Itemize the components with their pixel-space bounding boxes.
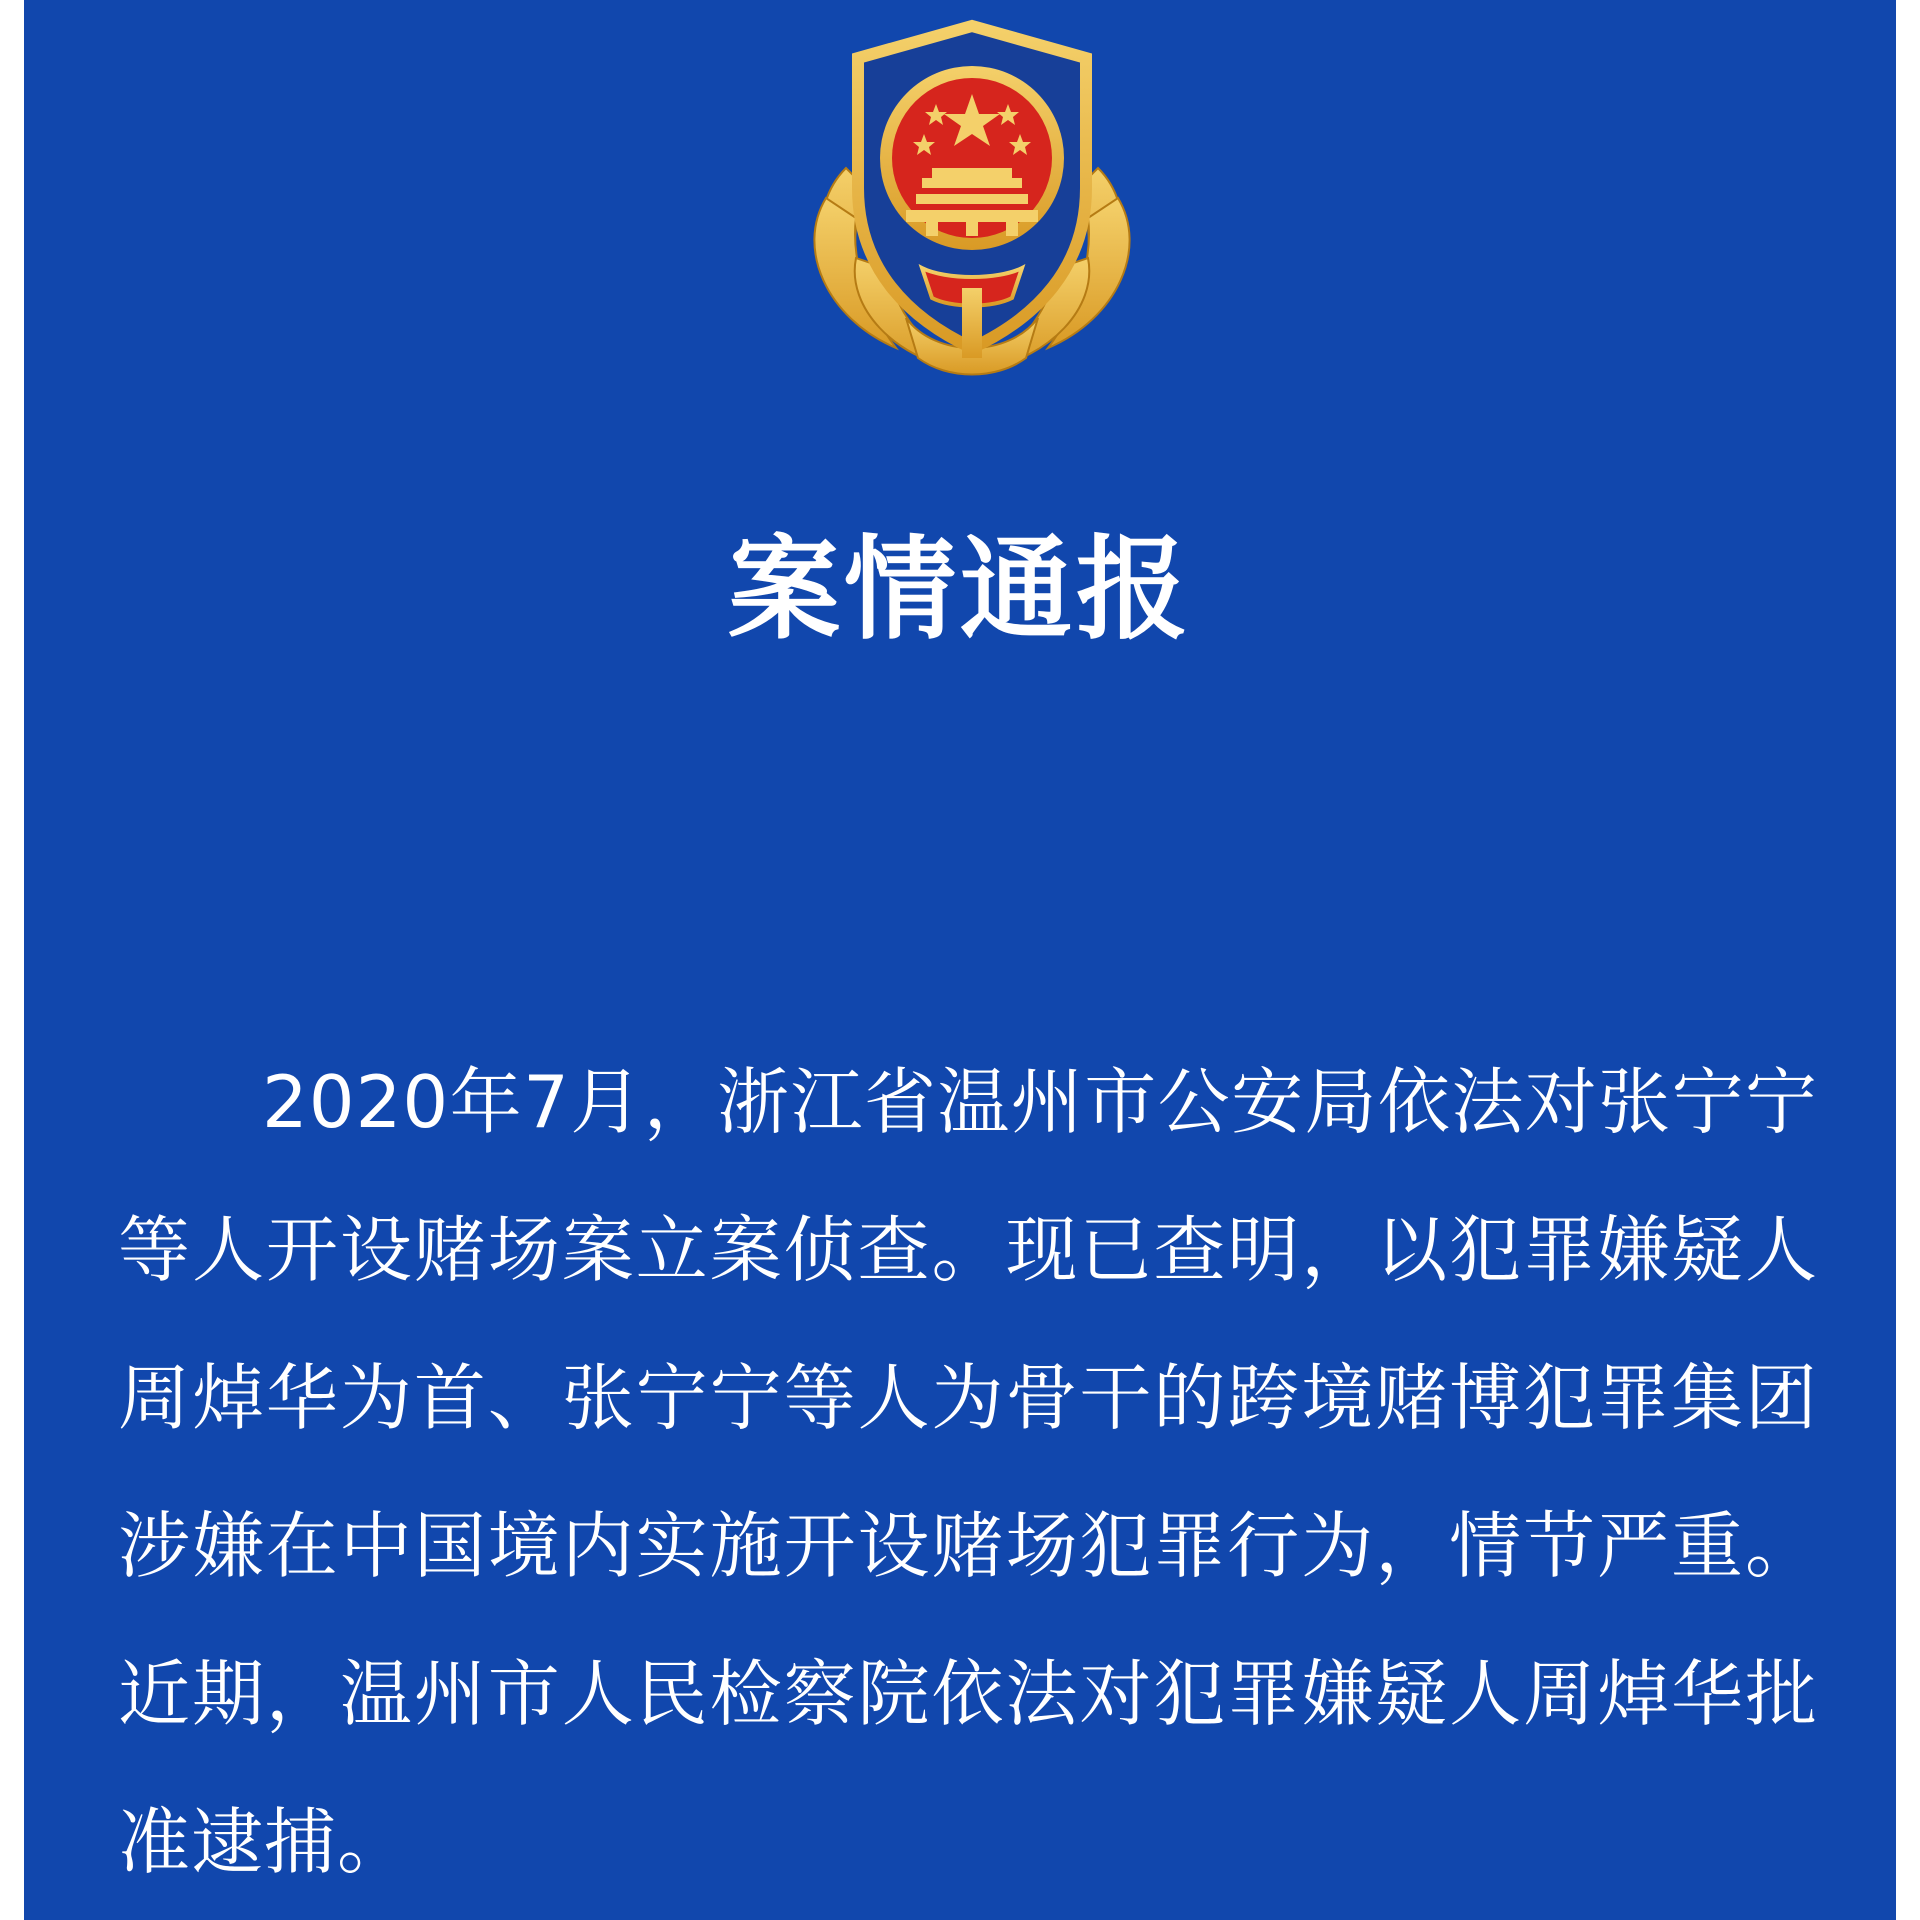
notice-title: 案情通报 (728, 525, 1192, 655)
notice-paragraph: 2020年7月，浙江省温州市公安局依法对张宁宁等人开设赌场案立案侦查。现已查明，以犯罪嫌疑人周焯华为首、张宁宁等人为骨干的跨境赌博犯罪集团涉嫌在中国境内实施开设赌场犯罪行为，情节严重。近期，温州市人民检察院依法对犯罪嫌疑人周焯华批准逮捕。 (118, 1060, 1818, 1884)
notice-page (24, 0, 1896, 1920)
police-badge-icon (786, 18, 1158, 388)
